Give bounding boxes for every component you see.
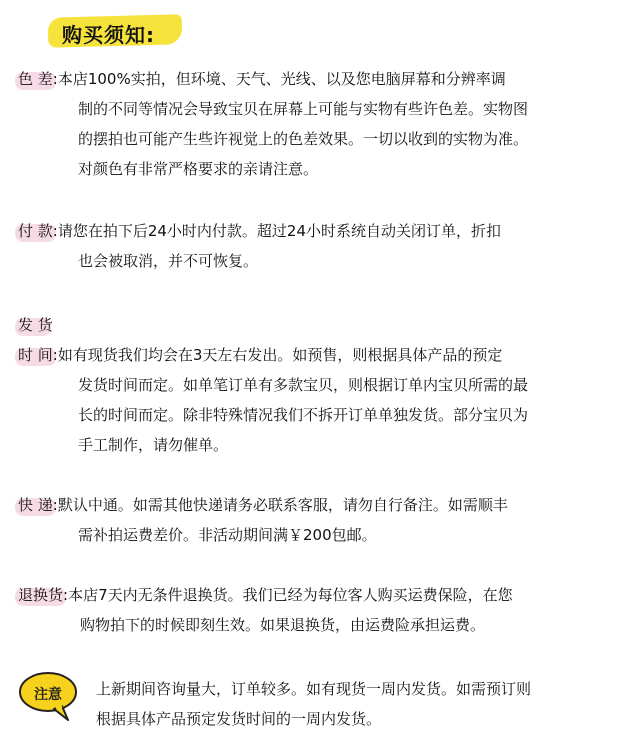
note-line-1: 上新期间咨询量大，订单较多。如有现货一周内发货。如需预订则 bbox=[96, 680, 532, 698]
shipping-line-2: 发货时间而定。如单笔订单有多款宝贝，则根据订单内宝贝所需的最 bbox=[78, 376, 529, 394]
color-line-3: 的摆拍也可能产生些许视觉上的色差效果。一切以收到的实物为准。 bbox=[78, 130, 529, 148]
payment-line-2: 也会被取消，并不可恢复。 bbox=[78, 252, 259, 270]
page-title: 购买须知: bbox=[62, 23, 155, 47]
express-line-2: 需补拍运费差价。非活动期间满￥200包邮。 bbox=[78, 526, 377, 544]
returns-label: 退换货: bbox=[18, 580, 68, 610]
color-line-4: 对颜色有非常严格要求的亲请注意。 bbox=[78, 160, 319, 178]
note-line-2: 根据具体产品预定发货时间的一周内发货。 bbox=[96, 710, 382, 728]
shipping-label: 时 间: bbox=[18, 340, 58, 370]
returns-line-1: 本店7天内无条件退换货。我们已经为每位客人购买运费保险，在您 bbox=[68, 586, 513, 604]
express-line-1: 默认中通。如需其他快递请务必联系客服，请勿自行备注。如需顺丰 bbox=[57, 496, 508, 514]
payment-label: 付 款: bbox=[18, 216, 58, 246]
title-block bbox=[48, 14, 182, 48]
color-line-2: 制的不同等情况会导致宝贝在屏幕上可能与实物有些许色差。实物图 bbox=[78, 100, 529, 118]
section-note bbox=[96, 674, 606, 734]
color-line-1: 本店100%实拍，但环境、天气、光线、以及您电脑屏幕和分辨率调 bbox=[57, 70, 506, 88]
color-difference-label: 色 差: bbox=[18, 64, 58, 94]
section-payment bbox=[18, 216, 608, 276]
section-color-difference bbox=[18, 64, 608, 184]
express-label: 快 递: bbox=[18, 490, 58, 520]
section-express bbox=[18, 490, 608, 550]
returns-line-2: 购物拍下的时候即刻生效。如果退换货，由运费险承担运费。 bbox=[80, 616, 486, 634]
note-badge bbox=[16, 670, 80, 722]
shipping-line-4: 手工制作，请勿催单。 bbox=[78, 436, 229, 454]
shipping-label-top: 发 货 bbox=[18, 310, 53, 340]
note-label: 注意 bbox=[34, 687, 62, 703]
shipping-line-3: 长的时间而定。除非特殊情况我们不拆开订单单独发货。部分宝贝为 bbox=[78, 406, 529, 424]
section-shipping-time bbox=[18, 310, 608, 460]
payment-line-1: 请您在拍下后24小时内付款。超过24小时系统自动关闭订单，折扣 bbox=[57, 222, 502, 240]
section-returns bbox=[18, 580, 608, 640]
shipping-line-1: 如有现货我们均会在3天左右发出。如预售，则根据具体产品的预定 bbox=[57, 346, 503, 364]
